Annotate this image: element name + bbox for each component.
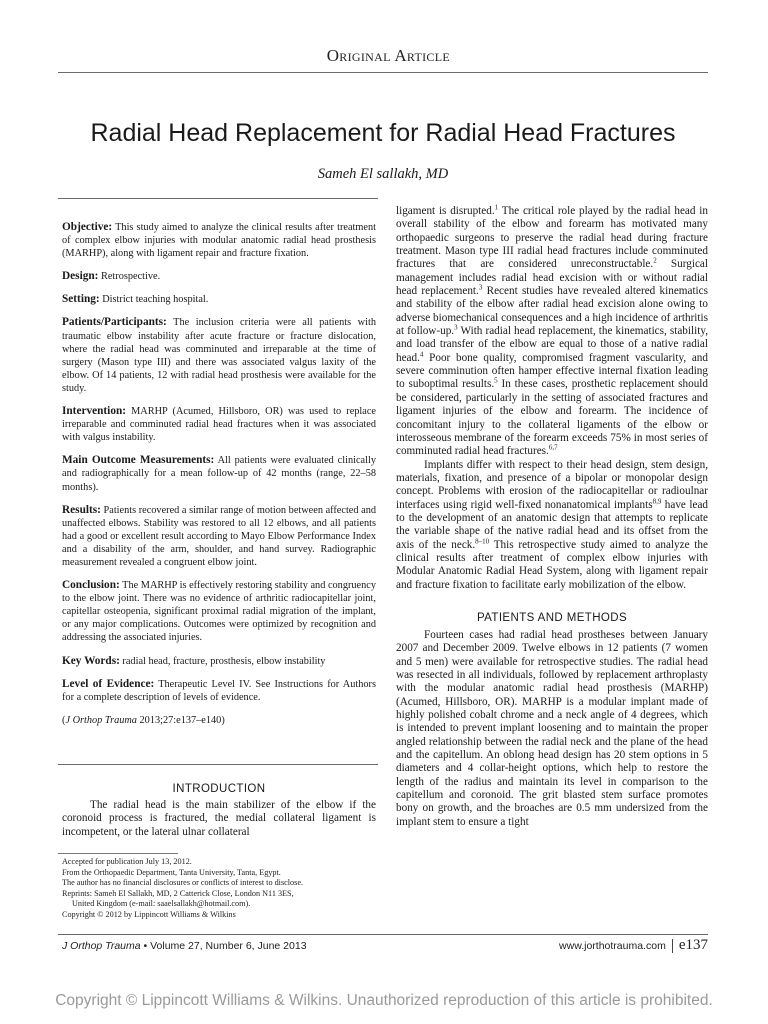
header-rule bbox=[58, 72, 708, 73]
page-number: e137 bbox=[678, 937, 708, 953]
abstract-outcome-head: Main Outcome Measurements: bbox=[62, 454, 215, 467]
journal-website-link[interactable]: www.jorthotrauma.com bbox=[559, 939, 666, 952]
abstract-results-head: Results: bbox=[62, 503, 101, 516]
introduction-paragraph: The radial head is the main stabilizer of the elbow if the coronoid process is fractured, the medial collateral ligament is incompetent, or the lateral ulnar collateral bbox=[62, 799, 376, 838]
p1-text-c: Surgical management includes radial head excision with or without radial head replacement. bbox=[396, 258, 708, 298]
abstract-intervention-text: MARHP (Acumed, Hillsboro, OR) was used to replace irreparable and comminuted radial head fractures when it was associated with valgus instability. bbox=[62, 406, 376, 444]
journal-page-info bbox=[559, 937, 708, 954]
section-label: Original Article bbox=[326, 46, 450, 65]
abstract-conclusion-head: Conclusion: bbox=[62, 579, 120, 592]
p1-ref-4: 3 bbox=[454, 323, 458, 332]
journal-volume: • Volume 27, Number 6, June 2013 bbox=[140, 940, 307, 952]
p1-text-f: Poor bone quality, compromised fragment vascularity, and severe comminution often hamper effective internal fixation leading to suboptimal results. bbox=[396, 351, 708, 391]
abstract-results bbox=[62, 504, 376, 569]
article-citation bbox=[62, 714, 376, 727]
p1-ref-3: 3 bbox=[478, 283, 483, 292]
p2-ref-2: 8–10 bbox=[475, 536, 490, 545]
abstract-outcome-text: All patients were evaluated clinically and radiographically for a mean follow-up of 42 months (range, 22–58 months). bbox=[62, 455, 376, 493]
author-name: Sameh El sallakh, MD bbox=[317, 166, 449, 182]
p1-ref-2: 2 bbox=[653, 256, 657, 265]
abstract-intervention-head: Intervention: bbox=[62, 405, 127, 418]
p1-text-d: Recent studies have revealed altered kinematics and stability of the elbow after radial head excision alone owing to adverse biomechanical consequences and a high incidence of arthritis at follow-up. bbox=[396, 285, 708, 338]
journal-name: J Orthop Trauma bbox=[62, 940, 141, 952]
abstract-keywords-head: Key Words: bbox=[62, 654, 120, 667]
abstract-objective bbox=[62, 221, 376, 260]
abstract-evidence bbox=[62, 678, 376, 704]
abstract-setting-head: Setting: bbox=[62, 293, 100, 306]
p2-text-c: This retrospective study aimed to analyze the clinical results after treatment of complex elbow injuries with Modular Anatomic Radial Head System, along with ligament repair and fracture fixation to facilitate early mobilization of the elbow. bbox=[396, 538, 708, 591]
abstract-bottom-rule bbox=[58, 764, 378, 765]
abstract bbox=[62, 221, 376, 727]
footer-rule bbox=[58, 934, 708, 935]
abstract-results-text: Patients recovered a similar range of motion between affected and unaffected elbows. Stability was restored to all 12 elbows, and all patients had a good or excellent result according to Mayo Elbow Performance Index and a disability of the arm, shoulder, and hand survey. Radiographic measurement revealed a congruent elbow joint. bbox=[62, 504, 376, 568]
footnote-rule bbox=[58, 853, 178, 854]
abstract-intervention bbox=[62, 405, 376, 444]
abstract-conclusion-text: The MARHP is effectively restoring stability and congruency to the elbow joint. There was no evidence of arthritic radiocapitellar joint, capitellar osteopenia, significant proximal radial migration of the implant, or any major complications. Outcomes were optimized by recognition and addressing the associated injuries. bbox=[62, 580, 376, 644]
p2-text-a: Implants differ with respect to their head design, stem design, materials, fixation, and presence of a bipolar or monopolar design concept. Problems with erosion of the radiocapitellar or radioulnar interfaces using rigid well-fixed nonanatomical implants bbox=[396, 458, 708, 511]
page-separator bbox=[672, 939, 673, 953]
abstract-patients bbox=[62, 316, 376, 395]
abstract-design bbox=[62, 270, 376, 283]
abstract-keywords bbox=[62, 655, 376, 668]
abstract-conclusion bbox=[62, 579, 376, 644]
p1-ref-5: 4 bbox=[419, 350, 424, 359]
journal-info bbox=[62, 940, 307, 952]
footnote-reprints: Reprints: Sameh El Sallakh, MD, 2 Catterick Close, London N11 3ES, bbox=[62, 888, 294, 898]
citation-rest: 2013;27:e137–e140) bbox=[136, 714, 225, 726]
copyright-notice: Copyright © Lippincott Williams & Wilkins. Unauthorized reproduction of this article is prohibited. bbox=[55, 992, 713, 1009]
p1-text-g: In these cases, prosthetic replacement should be considered, particularly in the setting of associated fractures and ligament injuries of the elbow and forearm. The incidence of concomitant injury to the collateral ligaments of the elbow or interosseous membrane of the forearm exceeds 75% in most series of comminuted radial head fractures. bbox=[396, 378, 708, 458]
body-paragraph-2 bbox=[396, 459, 708, 592]
abstract-objective-head: Objective: bbox=[62, 221, 113, 233]
p1-text-a: ligament is disrupted. bbox=[396, 205, 495, 217]
p1-ref-1: 1 bbox=[494, 203, 499, 212]
abstract-outcome bbox=[62, 454, 376, 493]
introduction-heading: INTRODUCTION bbox=[172, 783, 266, 795]
citation-journal: J Orthop Trauma bbox=[65, 714, 137, 726]
abstract-keywords-text: radial head, fracture, prosthesis, elbow instability bbox=[119, 655, 326, 667]
body-paragraph-1 bbox=[396, 205, 708, 459]
footnote-reprints-cont: United Kingdom (e-mail: saaelsallakh@hotmail.com). bbox=[72, 899, 251, 909]
footnote-affiliation: From the Orthopaedic Department, Tanta University, Tanta, Egypt. bbox=[62, 867, 281, 877]
abstract-evidence-head: Level of Evidence: bbox=[62, 677, 155, 690]
article-title: Radial Head Replacement for Radial Head Fractures bbox=[90, 119, 676, 147]
p1-text-b: The critical role played by the radial head in overall stability of the elbow and forearm has motivated many orthopaedic surgeons to preserve the radial head during fracture treatment. Mason type III radial head fractures include comminuted fractures that are considered unreconstructable. bbox=[396, 205, 708, 271]
p1-ref-7: 6,7 bbox=[548, 443, 558, 452]
footnote-accepted: Accepted for publication July 13, 2012. bbox=[62, 857, 192, 866]
methods-heading: PATIENTS AND METHODS bbox=[476, 611, 628, 624]
abstract-objective-text: This study aimed to analyze the clinical results after treatment of complex elbow injuries with modular anatomic radial head prosthesis (MARHP), along with ligament repair and fracture fixation. bbox=[62, 222, 376, 260]
methods-paragraph: Fourteen cases had radial head prostheses between January 2007 and December 2009. Twelve elbows in 12 patients (7 women and 5 men) were available for retrospective studies. The radial head was resected in all individuals, followed by replacement arthroplasty with the modular anatomic radial head prosthesis (MARHP) (Acumed, Hillsboro, OR). MARHP is a modular implant made of highly polished cobalt chrome and a neck angle of 4 degrees, which is intended to prevent implant loosening and to maintain the proper angled relationship between the radial neck and the plane of the head and the capitellum. An oblong head design has 20 stem options in 5 diameters and 4 collar-height options, which help to restore the length of the radius and maintain its level in comparison to the capitellum and coronoid. The grit blasted stem surface promotes bony on growth, and the broaches are 0.5 mm undersized from the implant stem to ensure a tight bbox=[396, 628, 708, 828]
footnote-copyright: Copyright © 2012 by Lippincott Williams & Wilkins bbox=[62, 909, 236, 919]
citation-open: ( bbox=[62, 714, 66, 726]
footnotes bbox=[62, 857, 380, 921]
abstract-top-rule bbox=[58, 198, 378, 199]
p2-ref-1: 8,9 bbox=[652, 496, 662, 505]
footnote-disclosure: The author has no financial disclosures or conflicts of interest to disclose. bbox=[62, 878, 304, 888]
body-right-column bbox=[396, 205, 708, 829]
p1-ref-6: 5 bbox=[494, 376, 498, 385]
p1-text-e: With radial head replacement, the kinematics, stability, and load transfer of the elbow are equal to those of a native radial head. bbox=[396, 325, 709, 364]
abstract-patients-text: The inclusion criteria were all patients with traumatic elbow instability after acute fracture or fracture dislocation, where the radial head was comminuted and irreparable at the time of surgery (Mason type III) and there was associated valgus laxity of the elbow. Of 14 patients, 12 with radial head prosthesis were available for the study. bbox=[62, 317, 376, 394]
abstract-evidence-text: Therapeutic Level IV. See Instructions for Authors for a complete description of levels of evidence. bbox=[62, 678, 376, 703]
p2-text-b: have lead to the development of an anatomic design that attempts to replicate the variable shape of the native radial head and its offset from the axis of the neck. bbox=[396, 498, 708, 551]
abstract-setting-text: District teaching hospital. bbox=[99, 294, 209, 306]
abstract-design-text: Retrospective. bbox=[98, 271, 161, 283]
abstract-design-head: Design: bbox=[62, 270, 99, 283]
introduction-section bbox=[62, 783, 376, 839]
abstract-setting bbox=[62, 293, 376, 306]
abstract-patients-head: Patients/Participants: bbox=[62, 316, 167, 329]
